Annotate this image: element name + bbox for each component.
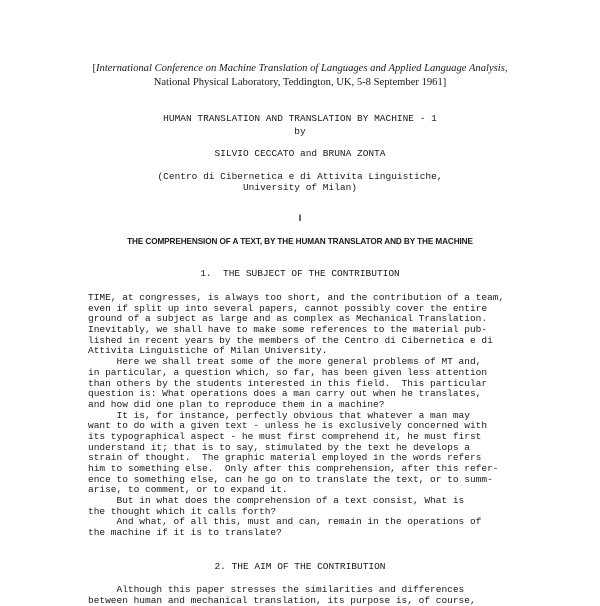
body-line: Attivita Linguistiche of Milan University. <box>88 345 328 357</box>
section-1-body <box>88 293 528 539</box>
bracket-open: [ <box>92 63 97 74</box>
body-line: But in what does the comprehension of a text consist, What is <box>88 495 465 507</box>
body-line: strain of thought. The graphic material employed in the words refers <box>88 452 482 464</box>
by-line: by <box>294 126 306 137</box>
part-title: THE COMPREHENSION OF A TEXT, BY THE HUMAN TRANSLATOR AND BY THE MACHINE <box>127 237 473 246</box>
body-line: him to something else. Only after this comprehension, after this refer- <box>88 463 499 474</box>
section-2-body <box>88 585 528 606</box>
authors: SILVIO CECCATO and BRUNA ZONTA <box>214 148 386 159</box>
body-line: than others by the students interested in this field. This particular <box>88 377 488 389</box>
conference-note-line-1 <box>40 62 560 76</box>
body-line: TIME, at congresses, is always too short, and the contribution of a team, <box>88 292 505 303</box>
body-line: lished in recent years by the members of the Centro di Cibernetica e di <box>88 334 493 346</box>
body-line: the machine if it is to translate? <box>88 527 282 539</box>
body-line: And what, of all this, must and can, remain in the operations of <box>88 516 482 528</box>
body-line: in particular, a question which, so far, has been given less attention <box>88 366 488 378</box>
part-number: I <box>298 213 302 223</box>
conference-name: International Conference on Machine Translation of Languages and Applied Language Analysis, <box>96 63 508 74</box>
conference-note-line-2: National Physical Laboratory, Teddington, UK, 5-8 September 1961] <box>153 77 447 88</box>
body-line: between human and mechanical translation, its purpose is, of course, <box>88 594 476 606</box>
body-line: want to do with a given text - unless he is exclusively concerned with <box>88 420 488 432</box>
body-line: Inevitably, we shall have to make some references to the material pub- <box>88 324 488 336</box>
body-line: its typographical aspect - he must first comprehend it, he must first <box>88 430 482 442</box>
paper-title: HUMAN TRANSLATION AND TRANSLATION BY MACHINE - 1 <box>163 113 437 124</box>
section-1-heading: 1. THE SUBJECT OF THE CONTRIBUTION <box>200 268 400 279</box>
body-line: ence to something else, can he go on to translate the text, or to summ- <box>88 473 493 485</box>
body-line: ground of a subject as large and as complex as Mechanical Translation. <box>88 313 488 325</box>
affiliation-line-2: University of Milan) <box>242 182 358 193</box>
body-line: the thought which it calls forth? <box>88 505 277 517</box>
body-line: understand it; that is to say, stimulated by the text he develops a <box>88 441 470 453</box>
body-line: even if split up into several papers, cannot possibly cover the entire <box>88 302 488 314</box>
conference-note <box>40 62 560 90</box>
body-line: It is, for instance, perfectly obvious that whatever a man may <box>88 409 470 421</box>
section-2-heading: 2. THE AIM OF THE CONTRIBUTION <box>214 561 386 572</box>
body-line: Here we shall treat some of the more general problems of MT and, <box>88 356 482 368</box>
affiliation-line-1: (Centro di Cibernetica e di Attivita Linguistiche, <box>157 171 443 182</box>
body-line: question is: What operations does a man carry out when he translates, <box>88 388 482 400</box>
body-line: Although this paper stresses the similarities and differences <box>88 584 465 595</box>
body-line: arise, to comment, or to expand it. <box>88 484 288 496</box>
body-line: and how did one plan to reproduce them in a machine? <box>88 398 385 410</box>
